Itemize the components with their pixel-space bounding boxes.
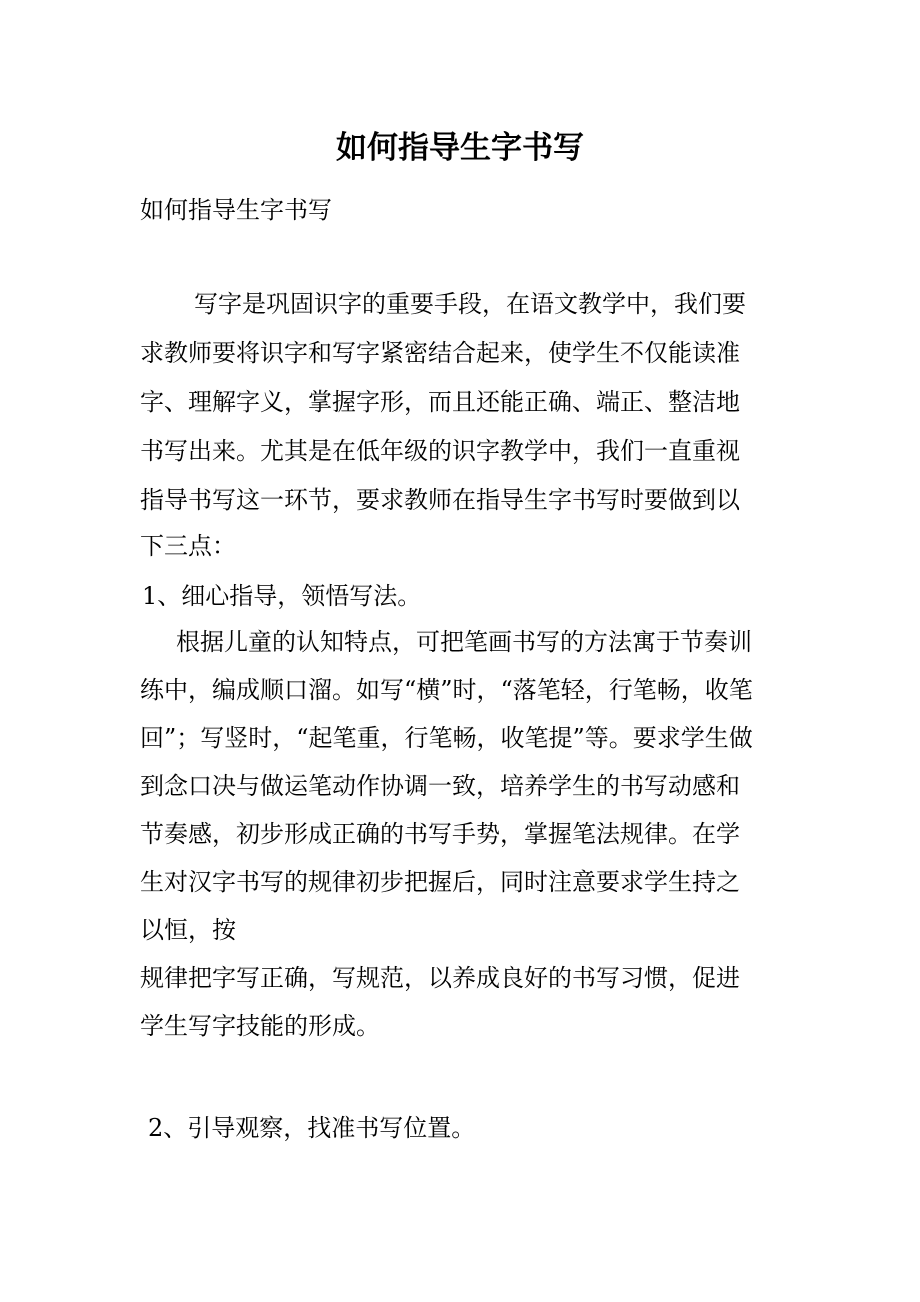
- paragraph2-line: 到念口决与做运笔动作协调一致，培养学生的书写动感和: [140, 772, 740, 800]
- paragraph2-line: 规律把字写正确，写规范，以养成良好的书写习惯，促进: [140, 964, 740, 992]
- paragraph2-line: 以恒，按: [140, 916, 236, 944]
- point1-heading: 1、细心指导，领悟写法。: [142, 582, 422, 610]
- paragraph2-line: 回”；写竖时，“起笔重，行笔畅，收笔提”等。要求学生做: [140, 724, 753, 752]
- paragraph2-line: 学生写字技能的形成。: [140, 1012, 380, 1040]
- paragraph1-line: 指导书写这一环节，要求教师在指导生字书写时要做到以: [140, 486, 740, 514]
- paragraph2-line: 节奏感，初步形成正确的书写手势，掌握笔法规律。在学: [140, 820, 740, 848]
- paragraph1-line: 求教师要将识字和写字紧密结合起来，使学生不仅能读准: [140, 339, 740, 367]
- paragraph1-line: 下三点：: [140, 532, 236, 560]
- point2-heading: 2、引导观察，找准书写位置。: [148, 1114, 476, 1142]
- paragraph2-line: 练中，编成顺口溜。如写“横”时，“落笔轻，行笔畅，收笔: [140, 676, 753, 704]
- document-title: 如何指导生字书写: [336, 130, 584, 166]
- paragraph1-line: 书写出来。尤其是在低年级的识字教学中，我们一直重视: [140, 437, 740, 465]
- paragraph1-line: 写字是巩固识字的重要手段，在语文教学中，我们要: [194, 290, 746, 318]
- paragraph2-line: 根据儿童的认知特点，可把笔画书写的方法寓于节奏训: [176, 628, 752, 656]
- paragraph2-line: 生对汉字书写的规律初步把握后，同时注意要求学生持之: [140, 868, 740, 896]
- paragraph1-line: 字、理解字义，掌握字形，而且还能正确、端正、整洁地: [140, 388, 740, 416]
- document-subtitle: 如何指导生字书写: [140, 196, 332, 224]
